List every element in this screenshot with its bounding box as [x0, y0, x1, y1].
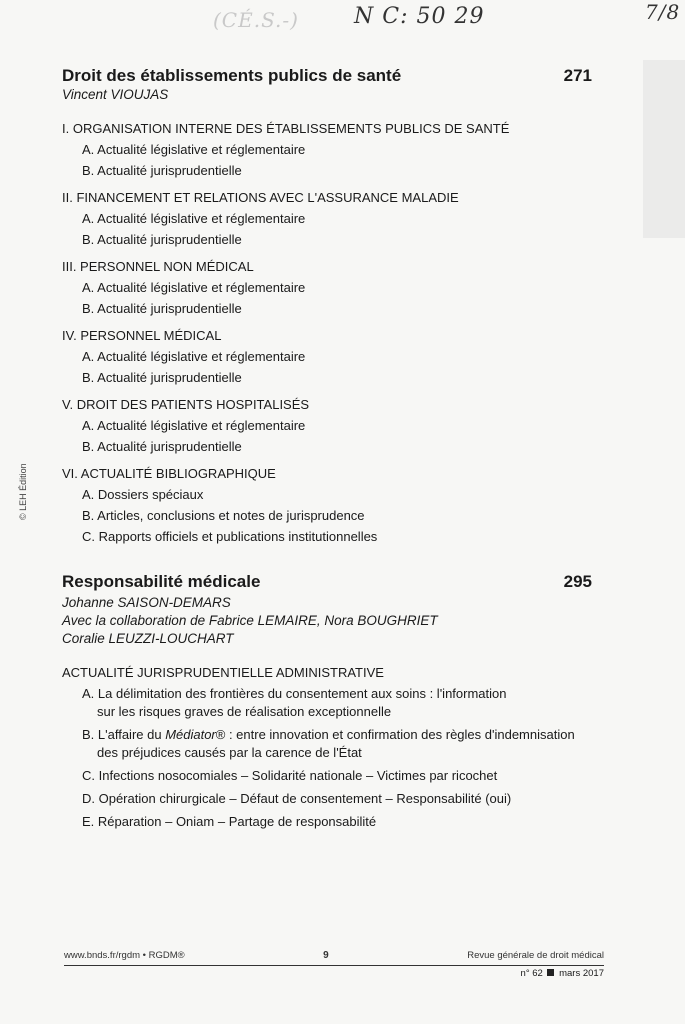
- toc-subitem: B. Actualité jurisprudentielle: [82, 163, 242, 178]
- toc-subitem: A. Actualité législative et réglementaire: [82, 418, 306, 433]
- toc-part-1: [62, 118, 592, 181]
- toc-subitem: A. Actualité législative et réglementaire: [82, 280, 306, 295]
- footer-issue: [64, 968, 604, 979]
- toc-subitem-continuation: des préjudices causés par la carence de l'État: [97, 745, 362, 760]
- page-footer: [64, 950, 604, 979]
- toc-part-label: III. PERSONNEL NON MÉDICAL: [62, 259, 254, 274]
- toc-part-4: [62, 325, 592, 388]
- footer-rule: [64, 965, 604, 966]
- faint-handwritten-note: (CÉ.S.-): [213, 8, 299, 32]
- toc-part-5: [62, 394, 592, 457]
- square-bullet-icon: [547, 969, 554, 976]
- section-collaborators: Avec la collaboration de Fabrice LEMAIRE, Nora BOUGHRIET: [62, 613, 438, 628]
- toc-subitem: E. Réparation – Oniam – Partage de responsabilité: [82, 814, 377, 829]
- toc-subitem: B. Articles, conclusions et notes de jurisprudence: [82, 508, 365, 523]
- toc-subitem: A. Dossiers spéciaux: [82, 487, 204, 502]
- copyright-side-label: © LEH Édition: [18, 463, 28, 520]
- toc-subitem-line: [82, 726, 592, 744]
- toc-subitem: C. Rapports officiels et publications institutionnelles: [82, 529, 378, 544]
- toc-subitem: A. Actualité législative et réglementaire: [82, 349, 306, 364]
- footer-row: [64, 950, 604, 961]
- toc-subitem: B. Actualité jurisprudentielle: [82, 232, 242, 247]
- handwritten-reference: N C: 50 29: [354, 4, 485, 29]
- footer-page-number: 9: [323, 950, 329, 961]
- toc-subitem-prefix: B. L'affaire du: [82, 727, 166, 742]
- toc-subitem-suffix: ® : entre innovation et confirmation des règles d'indemnisation: [215, 727, 575, 742]
- toc-subitem-line: A. La délimitation des frontières du consentement aux soins : l'information: [82, 686, 507, 701]
- toc-subitem: [62, 726, 592, 762]
- section-page-number: 271: [563, 66, 592, 85]
- section-page-number: 295: [563, 572, 592, 591]
- table-of-contents: [62, 662, 592, 831]
- toc-part-2: [62, 187, 592, 250]
- bleed-through-panel: [643, 60, 685, 238]
- section-author: Vincent VIOUJAS: [62, 87, 169, 102]
- footer-journal-title: Revue générale de droit médical: [467, 950, 604, 961]
- toc-subitem: B. Actualité jurisprudentielle: [82, 301, 242, 316]
- section-author: Johanne SAISON-DEMARS: [62, 595, 231, 610]
- toc-subitem: [62, 685, 592, 721]
- toc-subitem: A. Actualité législative et réglementaire: [82, 142, 306, 157]
- toc-subitem-emphasis: Médiator: [165, 727, 216, 742]
- toc-part-3: [62, 256, 592, 319]
- section-author: Coralie LEUZZI-LOUCHART: [62, 631, 234, 646]
- section-header: [62, 66, 592, 86]
- toc-part-label: I. ORGANISATION INTERNE DES ÉTABLISSEMENTS PUBLICS DE SANTÉ: [62, 121, 510, 136]
- toc-part-label: V. DROIT DES PATIENTS HOSPITALISÉS: [62, 397, 310, 412]
- handwritten-page-mark: 7/8: [645, 0, 681, 24]
- section-header: [62, 572, 592, 592]
- section-title: Responsabilité médicale: [62, 572, 261, 591]
- section-title: Droit des établissements publics de santé: [62, 66, 402, 85]
- toc-part-label: IV. PERSONNEL MÉDICAL: [62, 328, 222, 343]
- toc-part-label: VI. ACTUALITÉ BIBLIOGRAPHIQUE: [62, 466, 276, 481]
- section-responsabilite-medicale: [62, 572, 592, 836]
- section-droit-etablissements: [62, 66, 592, 553]
- section-authors: [62, 594, 592, 648]
- toc-subitem: C. Infections nosocomiales – Solidarité nationale – Victimes par ricochet: [82, 768, 498, 783]
- toc-subitem: B. Actualité jurisprudentielle: [82, 370, 242, 385]
- toc-subitem: B. Actualité jurisprudentielle: [82, 439, 242, 454]
- toc-subitem: A. Actualité législative et réglementaire: [82, 211, 306, 226]
- table-of-contents: [62, 118, 592, 547]
- issue-number: n° 62: [520, 968, 543, 979]
- toc-heading: ACTUALITÉ JURISPRUDENTIELLE ADMINISTRATIVE: [62, 665, 384, 680]
- toc-part-label: II. FINANCEMENT ET RELATIONS AVEC L'ASSURANCE MALADIE: [62, 190, 459, 205]
- toc-subitem-continuation: sur les risques graves de réalisation exceptionnelle: [97, 704, 392, 719]
- footer-website: www.bnds.fr/rgdm • RGDM®: [64, 950, 185, 961]
- issue-date: mars 2017: [559, 968, 604, 979]
- toc-part-6: [62, 463, 592, 547]
- toc-subitem: D. Opération chirurgicale – Défaut de consentement – Responsabilité (oui): [82, 791, 512, 806]
